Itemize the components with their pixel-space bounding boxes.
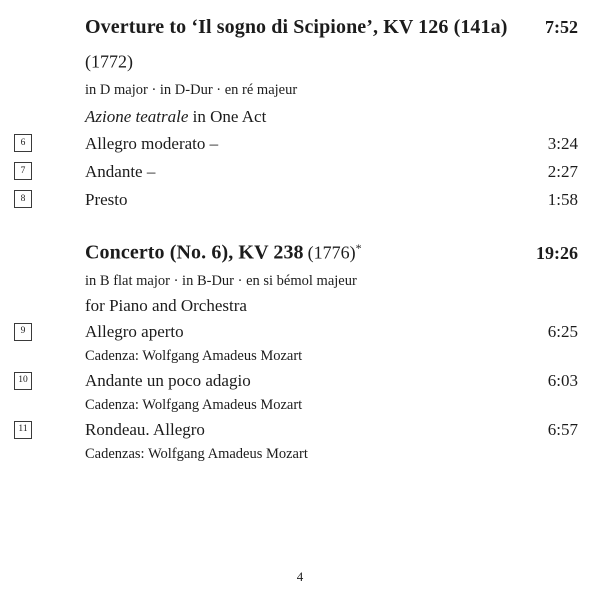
track-info <box>85 417 548 466</box>
track-number: 8 <box>20 193 26 204</box>
track-row <box>14 158 578 186</box>
track-info <box>85 368 548 417</box>
track-time: 1:58 <box>547 190 578 210</box>
work-year: (1772) <box>85 51 133 72</box>
work-year: (1776) <box>307 242 356 263</box>
work-description-italic: Azione teatrale <box>85 107 189 127</box>
track-title: Rondeau. Allegro <box>85 419 205 439</box>
track-time: 6:57 <box>547 419 578 439</box>
section-heading-row <box>14 234 578 268</box>
work-note-asterisk: * <box>355 241 362 256</box>
section-title <box>85 234 536 268</box>
track-number-box <box>14 134 32 152</box>
track-number-col <box>14 368 85 390</box>
work-title: Concerto (No. 6), KV 238 <box>85 241 304 264</box>
track-info <box>85 130 548 158</box>
section-overture <box>14 13 578 214</box>
track-number-col <box>14 158 85 180</box>
track-time: 2:27 <box>547 162 578 182</box>
track-info <box>85 158 548 186</box>
track-title: Presto <box>85 190 128 210</box>
track-info <box>85 186 548 214</box>
track-cadenza: Cadenza: Wolfgang Amadeus Mozart <box>85 347 303 364</box>
track-title: Allegro aperto <box>85 321 184 341</box>
track-time: 6:03 <box>547 370 578 390</box>
track-number-box <box>14 323 32 341</box>
track-number-box <box>14 162 32 180</box>
track-number: 7 <box>20 165 26 176</box>
track-cadenza: Cadenza: Wolfgang Amadeus Mozart <box>85 396 303 413</box>
track-title: Andante – <box>85 162 156 182</box>
section-title <box>85 13 545 77</box>
track-cadenza: Cadenzas: Wolfgang Amadeus Mozart <box>85 445 308 462</box>
work-duration: 7:52 <box>545 17 578 37</box>
track-row <box>14 417 578 466</box>
work-description <box>85 293 578 319</box>
key-signature-line: in B flat major · in B-Dur · en si bémol majeur <box>85 272 357 289</box>
track-number: 10 <box>18 374 28 385</box>
work-description <box>85 103 578 130</box>
section-heading-row <box>14 13 578 77</box>
track-row <box>14 186 578 214</box>
track-row <box>14 368 578 417</box>
track-row <box>14 130 578 158</box>
track-number-box <box>14 190 32 208</box>
track-time: 6:25 <box>547 321 578 341</box>
track-number-col <box>14 319 85 341</box>
track-number-col <box>14 130 85 152</box>
track-title: Allegro moderato – <box>85 134 219 154</box>
work-title: Overture to ‘Il sogno di Scipione’, KV 126 (141a) <box>85 16 508 38</box>
track-title: Andante un poco adagio <box>85 370 251 390</box>
section-concerto <box>14 234 578 465</box>
track-number-box <box>14 372 32 390</box>
key-signature-line: in D major · in D-Dur · en ré majeur <box>85 82 298 99</box>
page-number: 4 <box>296 569 304 584</box>
track-number-col <box>14 186 85 208</box>
track-number: 9 <box>20 325 26 336</box>
track-number: 11 <box>18 423 28 434</box>
work-description-rest: for Piano and Orchestra <box>85 295 247 315</box>
track-info <box>85 319 548 368</box>
track-time: 3:24 <box>547 134 578 154</box>
track-number: 6 <box>20 137 26 148</box>
track-row <box>14 319 578 368</box>
work-description-rest: in One Act <box>192 107 267 127</box>
track-number-box <box>14 421 32 439</box>
track-number-col <box>14 417 85 439</box>
work-duration: 19:26 <box>536 242 578 263</box>
